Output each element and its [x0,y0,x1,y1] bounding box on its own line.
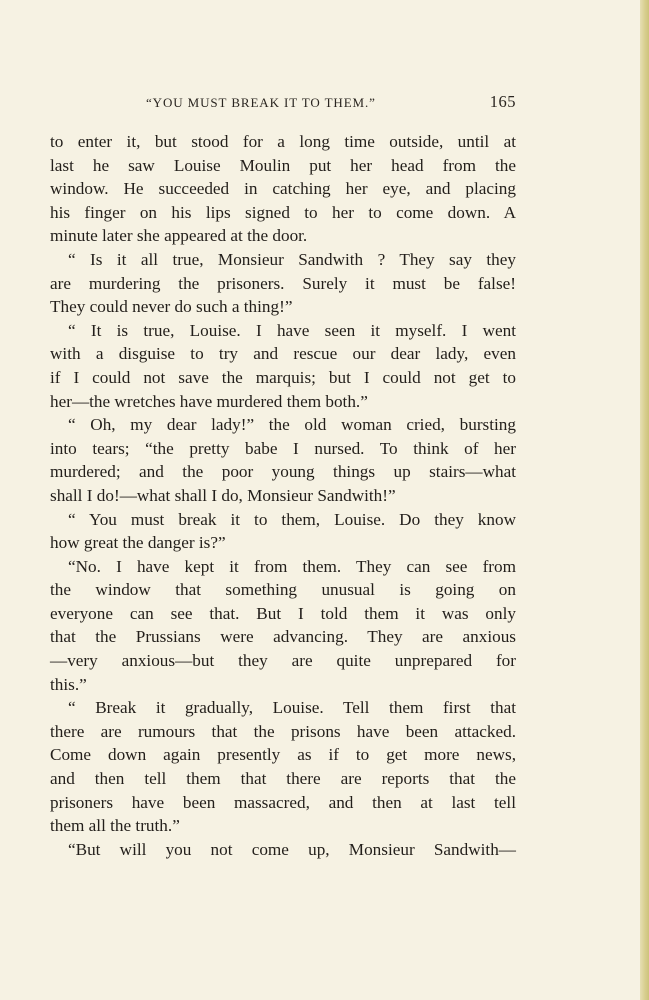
text-line: there are rumours that the prisons have been attacked. [50,721,516,741]
running-title: “YOU MUST BREAK IT TO THEM.” [146,95,376,110]
text-line: “ You must break it to them, Louise. Do they know [68,509,516,529]
text-line: minute later she appeared at the door. [50,226,308,246]
body-text [50,130,516,861]
text-line: if I could not save the marquis; but I could not get to [50,367,516,387]
text-line: window. He succeeded in catching her eye, and placing [50,179,516,199]
text-line: and then tell them that there are reports that the [50,769,516,789]
text-line: murdered; and the poor young things up stairs—what [50,462,516,482]
text-line: “ Break it gradually, Louise. Tell them first that [68,698,516,718]
text-line: —very anxious—but they are quite unprepared for [50,651,516,671]
text-line: last he saw Louise Moulin put her head from the [50,155,516,175]
text-line: that the Prussians were advancing. They are anxious [50,627,516,647]
text-line: are murdering the prisoners. Surely it must be false! [50,273,516,293]
text-line: his finger on his lips signed to her to come down. A [50,202,516,222]
page-header [50,92,516,116]
text-line: the window that something unusual is going on [50,580,516,600]
text-line: to enter it, but stood for a long time outside, until at [50,132,516,151]
text-line: prisoners have been massacred, and then at last tell [50,792,516,812]
text-line: this.” [50,674,87,694]
text-line: shall I do!—what shall I do, Monsieur Sandwith!” [50,485,396,505]
text-line: “ Is it all true, Monsieur Sandwith ? They say they [68,249,516,269]
text-line: everyone can see that. But I told them it was only [50,603,516,623]
text-line: into tears; “the pretty babe I nursed. To think of her [50,438,516,458]
text-line: “No. I have kept it from them. They can see from [68,556,516,576]
text-line: They could never do such a thing!” [50,297,293,317]
text-line: “ It is true, Louise. I have seen it myself. I went [68,320,516,340]
text-line: how great the danger is?” [50,533,226,553]
page-number: 165 [489,92,516,111]
text-line: them all the truth.” [50,816,180,836]
text-line: Come down again presently as if to get more news, [50,745,516,765]
text-line: with a disguise to try and rescue our dear lady, even [50,344,516,364]
page-edge [640,0,649,1000]
text-line: “ Oh, my dear lady!” the old woman cried, bursting [68,415,516,435]
text-line: “But will you not come up, Monsieur Sandwith— [68,839,516,859]
text-line: her—the wretches have murdered them both.” [50,391,368,411]
